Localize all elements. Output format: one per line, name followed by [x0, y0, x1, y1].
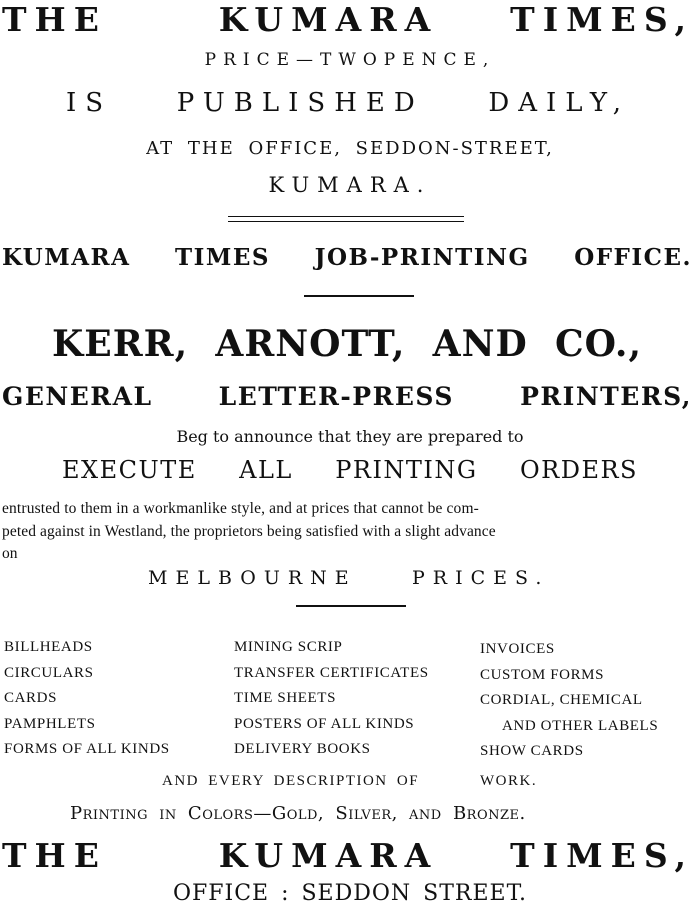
service-item: POSTERS OF ALL KINDS — [234, 715, 415, 732]
service-item: FORMS OF ALL KINDS — [4, 741, 170, 758]
masthead-title — [0, 0, 700, 39]
melbourne-word: PRICES. — [412, 567, 550, 589]
double-rule — [228, 216, 464, 222]
services-column — [4, 635, 170, 763]
service-item: AND OTHER LABELS — [502, 717, 659, 734]
short-rule — [296, 605, 406, 607]
execute-word: ORDERS — [519, 456, 638, 484]
service-item: SHOW CARDS — [480, 743, 584, 760]
firm-word: ARNOTT, — [215, 323, 406, 365]
services-column — [234, 635, 429, 763]
execute-word: EXECUTE — [62, 456, 197, 484]
closing-phrase: AND EVERY DESCRIPTION OF — [162, 773, 420, 789]
firm-trade — [0, 382, 700, 411]
footer-office: OFFICE : SEDDON STREET. — [172, 881, 528, 906]
melbourne-word: MELBOURNE — [148, 567, 357, 589]
job-office-word: JOB-PRINTING — [314, 244, 530, 271]
published-word: PUBLISHED — [176, 88, 424, 118]
colors-line: Printing in Colors—Gold, Silver, and Bronze. — [70, 803, 526, 824]
firm-name — [0, 323, 700, 365]
service-item: CARDS — [4, 690, 58, 707]
price-line: PRICE—TWOPENCE, — [204, 50, 496, 70]
published-word: DAILY, — [488, 88, 630, 118]
masthead-word: KUMARA — [218, 0, 439, 39]
firm-word: KERR, — [52, 323, 189, 365]
firm-word: AND — [432, 323, 528, 365]
service-item: CORDIAL, CHEMICAL — [480, 692, 643, 709]
office-line: AT THE OFFICE, SEDDON-STREET, — [146, 138, 554, 159]
execute-word: PRINTING — [335, 456, 478, 484]
announce-line: Beg to announce that they are prepared to — [176, 427, 524, 446]
firm-word: CO., — [555, 323, 642, 365]
footer-word: KUMARA — [218, 836, 439, 875]
trade-word: GENERAL — [2, 382, 153, 411]
service-item: CUSTOM FORMS — [480, 666, 605, 683]
short-rule — [304, 295, 414, 297]
job-office-word: TIMES — [175, 244, 271, 271]
execute-line — [0, 456, 700, 484]
service-item: CIRCULARS — [4, 664, 94, 681]
trade-word: PRINTERS, — [520, 382, 692, 411]
execute-word: ALL — [239, 456, 293, 484]
job-office-word: KUMARA — [2, 244, 131, 271]
trade-word: LETTER-PRESS — [218, 382, 454, 411]
masthead-word: THE — [2, 0, 107, 39]
service-item: MINING SCRIP — [234, 639, 343, 655]
published-daily-line — [0, 88, 700, 118]
body-text-line: on — [2, 545, 18, 562]
service-item: TRANSFER CERTIFICATES — [234, 664, 429, 681]
masthead-word: TIMES, — [510, 0, 694, 39]
footer-title — [0, 836, 700, 875]
body-text-line: entrusted to them in a workmanlike style, and at prices that cannot be com- — [2, 500, 479, 517]
job-office-word: OFFICE. — [574, 244, 692, 271]
service-item: DELIVERY BOOKS — [234, 741, 371, 758]
footer-word: TIMES, — [510, 836, 694, 875]
service-item: INVOICES — [480, 641, 555, 657]
services-column — [480, 637, 658, 765]
job-printing-office-heading — [0, 244, 700, 271]
closing-word: WORK. — [480, 773, 538, 789]
service-item: PAMPHLETS — [4, 715, 96, 732]
service-item: TIME SHEETS — [234, 690, 337, 707]
town-line: KUMARA. — [268, 173, 432, 197]
published-word: IS — [66, 88, 113, 118]
footer-word: THE — [2, 836, 107, 875]
body-text-line: peted against in Westland, the proprietors being satisfied with a slight advance — [2, 523, 496, 540]
service-item: BILLHEADS — [4, 639, 93, 655]
